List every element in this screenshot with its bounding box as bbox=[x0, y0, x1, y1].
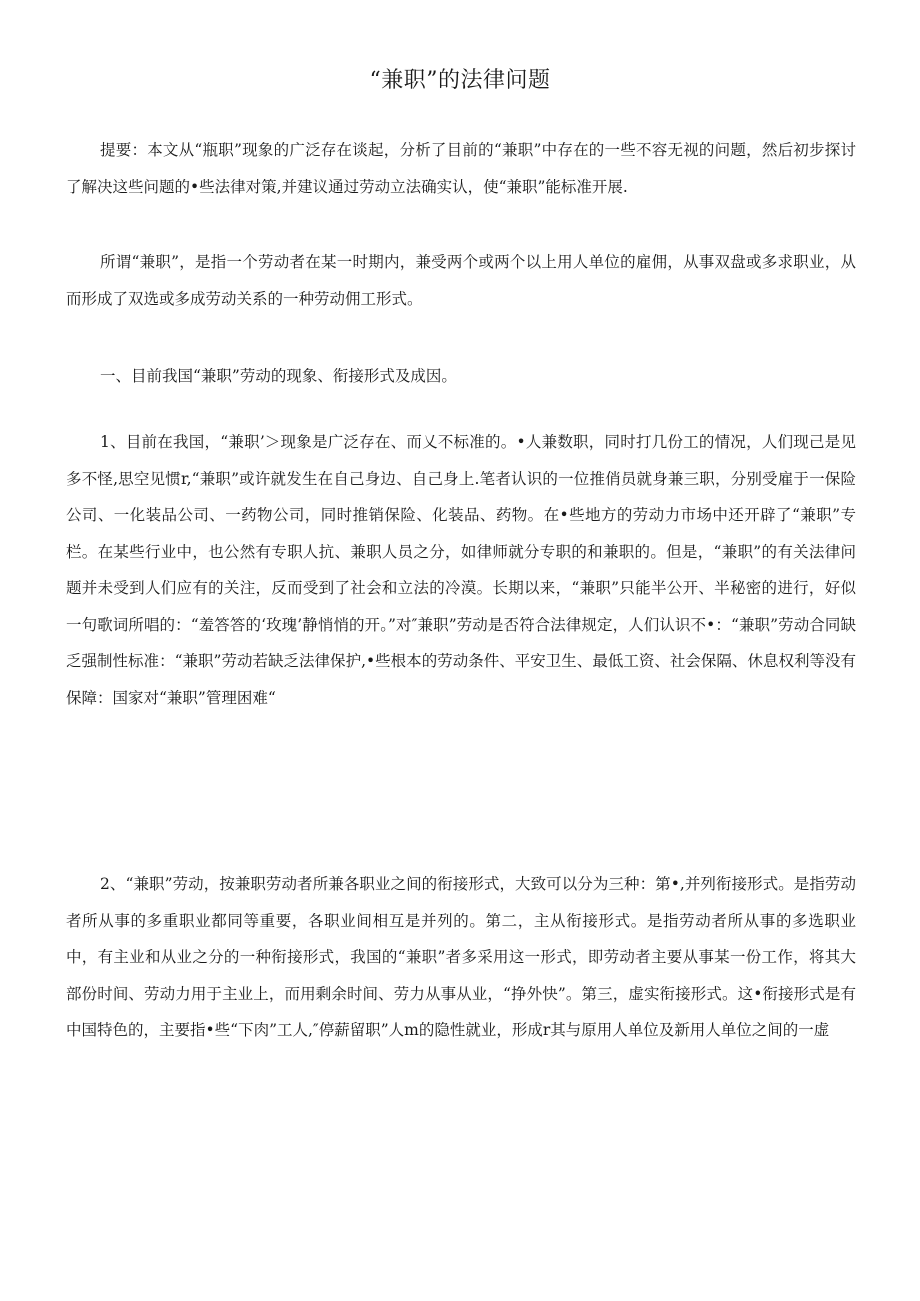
document-title: “兼职”的法律问题 bbox=[369, 68, 551, 93]
body-paragraph-point-2: 2、“兼职”劳动，按兼职劳动者所兼各职业之间的衔接形式，大致可以分为三种：第•,并列衔接形式。是指劳动者所从事的多重职业都同等重要，各职业间相互是并列的。第二，主从衔接形式。是指劳动者所从事的多选职业中，有主业和从业之分的一种衔接形式，我国的“兼职”者多采用这一形式，即劳动者主要从事某一份工作，将其大部份时间、劳动力用于主业上，而用剩余时间、劳力从事从业，“挣外快”。第三，虚实衔接形式。这•衔接形式是有中国特色的，主要指•些“下肉”工人,″停薪留职”人m的隐性就业，形成r其与原用人单位及新用人单位之间的一虚 bbox=[66, 875, 856, 1039]
section-heading: 一、目前我国“兼职”劳动的现象、衔接形式及成因。 bbox=[100, 367, 457, 385]
body-paragraph-point-1: 1、目前在我国，“兼职’＞现象是广泛存在、而乂不标准的。•人兼数职，同时打几份工的情况，人们现己是见多不怪,思空见惯r,“兼职”或许就发生在自己身边、自己身上.笔者认识的一位推俏员就身兼三职，分别受雇于一保险公司、一化装品公司、一药物公司，同时推销保险、化装品、药物。在•些地方的劳动力市场中还开辟了“兼职”专栏。在某些行业中，也公然有专职人抗、兼职人员之分，如律师就分专职的和兼职的。但是，“兼职”的有关法律问题并未受到人们应有的关注，反而受到了社会和立法的冷漠。长期以来，“兼职”只能半公开、半秘密的进行，好似一句歌词所唱的：“羞答答的‘玫瑰’静悄悄的开。”对″兼职”劳动是否符合法律规定，人们认识不•：“兼职”劳动合同缺乏强制性标准：“兼职”劳动若缺乏法律保护,•些根本的劳动条件、平安卫生、最低工资、社会保隔、休息权利等没有保障：国家对“兼职”管理困难“ bbox=[66, 433, 856, 707]
definition-paragraph: 所谓“兼职”，是指一个劳动者在某一时期内，兼受两个或两个以上用人单位的雇佣，从事双盘或多求职业，从而形成了双选或多成劳动关系的一种劳动佣工形式。 bbox=[66, 253, 856, 308]
abstract-paragraph: 提要：本文从“瓶职”现象的广泛存在谈起，分析了目前的“兼职”中存在的一些不容无视的问题，然后初步探讨了解决这些问题的•些法律对策,并建议通过劳动立法确实认，使“兼职”能标准开展. bbox=[66, 141, 856, 196]
